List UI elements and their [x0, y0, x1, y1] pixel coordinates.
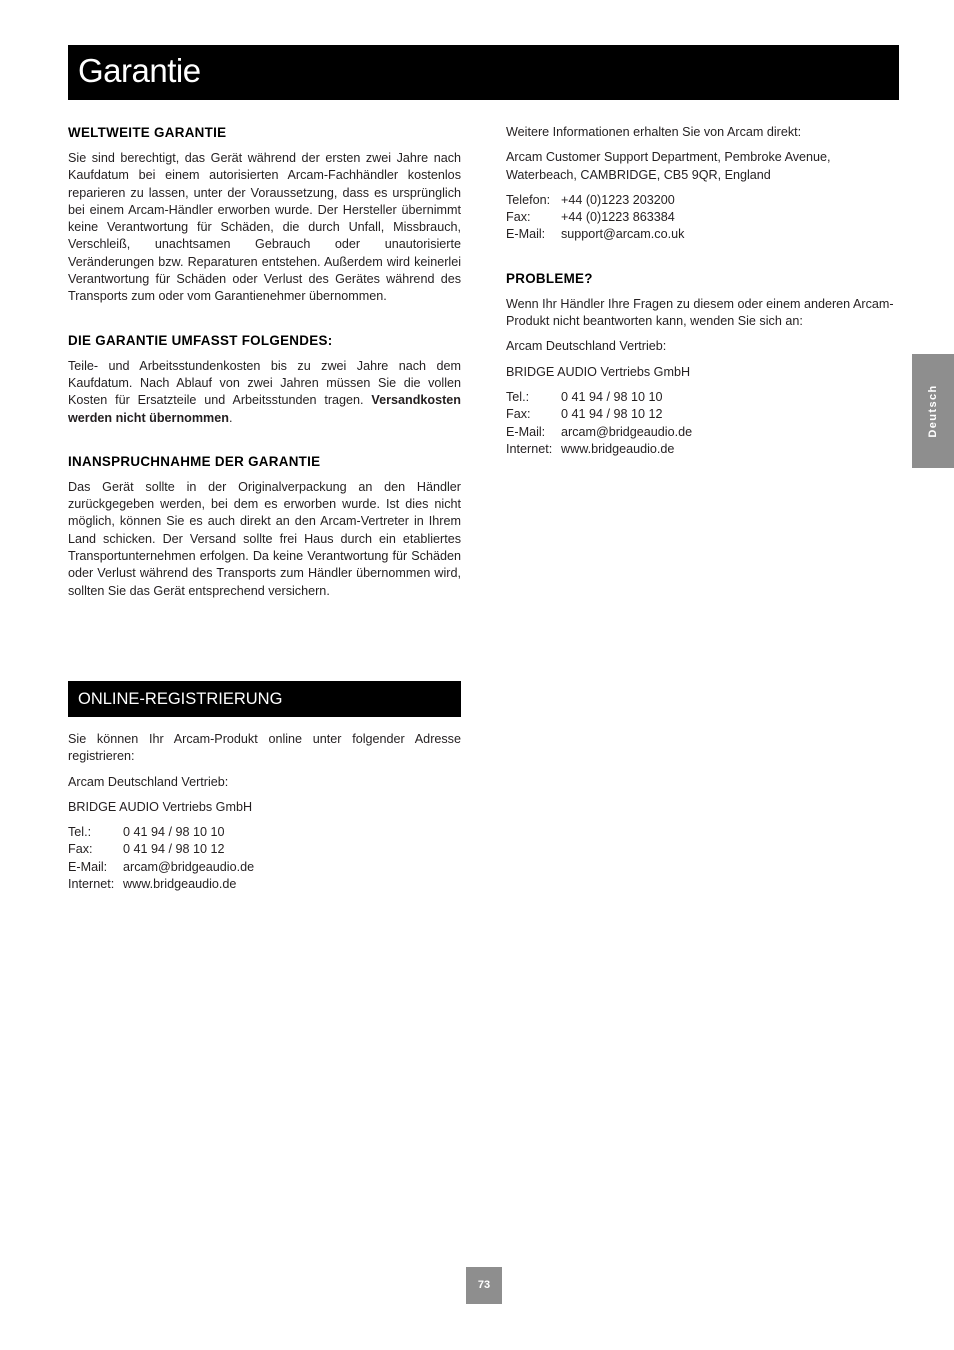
problems-contact-list: [506, 389, 900, 458]
online-intro: Sie können Ihr Arcam-Produkt online unter folgender Adresse registrieren:: [68, 732, 461, 764]
problems-company: BRIDGE AUDIO Vertriebs GmbH: [506, 364, 691, 379]
contact-value: +44 (0)1223 203200: [561, 192, 675, 207]
contact-label: Telefon:: [506, 192, 551, 207]
contact-label: Internet:: [506, 441, 553, 456]
section-body-warranty: Sie sind berechtigt, das Gerät während der ersten zwei Jahre nach Kaufdatum bei einem autorisierten Arcam-Fachhändler kostenlos reparieren zu lassen, unter der Voraussetzung, dass es ursprünglich bei einem Arcam-Händler erworben wurde. Der Hersteller übernimmt keine Verantwortung für Schäden, die durch Unfall, Missbrauch, Verschleiß, unachtsamen Gebrauch oder unautorisierte Veränderungen bzw. Reparaturen entstehen. Außerdem wird keinerlei Verantwortung für Schäden oder Verlust des Gerätes während des Transports zum oder vom Garantienehmer übernommen.: [68, 151, 461, 304]
contact-label: Tel.:: [68, 825, 92, 840]
page-title: Garantie: [78, 52, 201, 89]
online-company: BRIDGE AUDIO Vertriebs GmbH: [68, 799, 253, 814]
arcam-intro: Weitere Informationen erhalten Sie von Arcam direkt:: [506, 125, 802, 139]
page-number: 73: [466, 1267, 502, 1304]
section-heading-coverage: DIE GARANTIE UMFASST FOLGENDES:: [68, 332, 333, 348]
online-registration-heading: ONLINE-REGISTRIERUNG: [68, 681, 461, 717]
page-header: [68, 45, 899, 100]
right-column: [506, 124, 900, 458]
contact-value: arcam@bridgeaudio.de: [561, 424, 693, 439]
contact-label: Fax:: [68, 842, 93, 857]
contact-label: E-Mail:: [506, 424, 546, 439]
problems-distributor: Arcam Deutschland Vertrieb:: [506, 339, 667, 354]
coverage-text: Teile- und Arbeitsstundenkosten bis zu zwei Jahre nach dem Kaufdatum. Nach Ablauf von zwei Jahren müssen Sie die vollen Kosten für Ersatzteile und Arbeitsstunden tragen.: [68, 358, 461, 408]
online-contact-list: [68, 824, 461, 893]
arcam-address: Arcam Customer Support Department, Pembroke Avenue, Waterbeach, CAMBRIDGE, CB5 9QR, England: [506, 150, 831, 182]
online-registration-section: [68, 681, 461, 893]
contact-value: 0 41 94 / 98 10 12: [123, 842, 225, 857]
contact-value: support@arcam.co.uk: [561, 227, 685, 242]
problems-body: Wenn Ihr Händler Ihre Fragen zu diesem oder einem anderen Arcam-Produkt nicht beantworten kann, wenden Sie sich an:: [506, 296, 894, 329]
contact-label: E-Mail:: [506, 227, 546, 242]
section-body-claim: Das Gerät sollte in der Originalverpackung an den Händler zurückgegeben werden, bei dem es erworben wurde. Ist dies nicht möglich, können Sie es auch direkt an den Arcam-Vertreter in Ihrem Land schicken. Der Versand sollte frei Haus durch ein etabliertes Transportunternehmen erfolgen. Da keine Verantwortung für Schäden oder Verlust während des Transports zum Händler übernommen wird, sollten Sie das Gerät entsprechend versichern.: [68, 479, 461, 598]
section-heading-warranty: WELTWEITE GARANTIE: [68, 125, 227, 140]
coverage-bold-text: Versandkosten werden nicht übernommen: [68, 393, 461, 425]
section-heading-problems: PROBLEME?: [506, 270, 593, 286]
language-tab-label: Deutsch: [927, 384, 939, 438]
contact-value: www.bridgeaudio.de: [561, 441, 675, 456]
left-column: [68, 124, 461, 600]
contact-label: Internet:: [68, 877, 115, 892]
section-body-coverage: [68, 358, 461, 427]
coverage-end: .: [228, 410, 233, 425]
contact-label: Fax:: [506, 407, 531, 422]
contact-label: Tel.:: [506, 389, 530, 404]
contact-value: 0 41 94 / 98 10 12: [561, 407, 663, 422]
contact-label: Fax:: [506, 210, 531, 225]
contact-value: 0 41 94 / 98 10 10: [123, 825, 225, 840]
contact-label: E-Mail:: [68, 859, 108, 874]
language-tab: [912, 354, 954, 468]
contact-value: arcam@bridgeaudio.de: [123, 859, 255, 874]
contact-value: +44 (0)1223 863384: [561, 210, 675, 225]
contact-value: www.bridgeaudio.de: [123, 877, 237, 892]
online-distributor: Arcam Deutschland Vertrieb:: [68, 774, 229, 789]
contact-value: 0 41 94 / 98 10 10: [561, 389, 663, 404]
arcam-contact-list: [506, 192, 900, 244]
section-heading-claim: INANSPRUCHNAHME DER GARANTIE: [68, 453, 321, 469]
